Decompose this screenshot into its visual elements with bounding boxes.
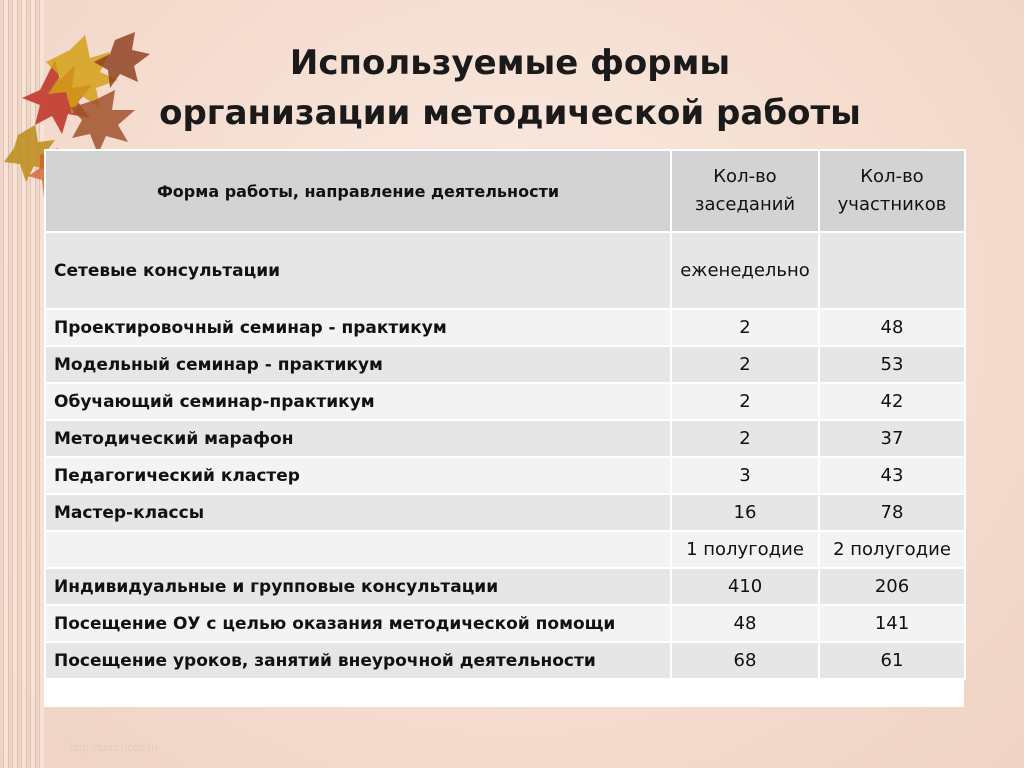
cell-meetings: 2 [671, 383, 819, 420]
cell-participants: 53 [819, 346, 965, 383]
methodical-work-table-container [44, 149, 964, 707]
table-row [45, 309, 965, 346]
header-meetings-line-2: заседаний [694, 194, 796, 215]
cell-participants: 43 [819, 457, 965, 494]
table-row [45, 531, 965, 568]
cell-form: Проектировочный семинар - практикум [45, 309, 671, 346]
title-line-1: Используемые формы [289, 43, 731, 83]
table-row [45, 642, 965, 679]
cell-meetings: 1 полугодие [671, 531, 819, 568]
cell-participants: 48 [819, 309, 965, 346]
cell-meetings: 16 [671, 494, 819, 531]
cell-meetings: еженедельно [671, 232, 819, 309]
cell-meetings: 48 [671, 605, 819, 642]
cell-form: Педагогический кластер [45, 457, 671, 494]
cell-participants: 42 [819, 383, 965, 420]
cell-meetings: 68 [671, 642, 819, 679]
cell-participants: 2 полугодие [819, 531, 965, 568]
cell-meetings: 2 [671, 420, 819, 457]
table-row [45, 232, 965, 309]
table-row [45, 346, 965, 383]
cell-meetings: 2 [671, 309, 819, 346]
cell-form: Посещение уроков, занятий внеурочной деятельности [45, 642, 671, 679]
header-meetings [671, 150, 819, 232]
cell-form: Индивидуальные и групповые консультации [45, 568, 671, 605]
cell-form: Модельный семинар - практикум [45, 346, 671, 383]
cell-meetings: 3 [671, 457, 819, 494]
header-form: Форма работы, направление деятельности [45, 150, 671, 232]
table-row [45, 605, 965, 642]
cell-participants: 141 [819, 605, 965, 642]
cell-participants: 37 [819, 420, 965, 457]
cell-form: Обучающий семинар-практикум [45, 383, 671, 420]
title-line-2: организации методической работы [159, 93, 861, 133]
page-title [100, 38, 920, 138]
table-row [45, 383, 965, 420]
cell-participants: 78 [819, 494, 965, 531]
header-participants-line-1: Кол-во [860, 166, 924, 187]
cell-participants: 61 [819, 642, 965, 679]
table-row [45, 494, 965, 531]
cell-form: Сетевые консультации [45, 232, 671, 309]
cell-participants: 206 [819, 568, 965, 605]
cell-meetings: 410 [671, 568, 819, 605]
table-row [45, 420, 965, 457]
header-meetings-line-1: Кол-во [713, 166, 777, 187]
cell-meetings: 2 [671, 346, 819, 383]
watermark-url: http://aida.ucoz.ru [70, 742, 158, 754]
header-participants-line-2: участников [837, 194, 947, 215]
cell-form: Методический марафон [45, 420, 671, 457]
table-row [45, 568, 965, 605]
table-row [45, 457, 965, 494]
cell-form: Мастер-классы [45, 494, 671, 531]
header-participants [819, 150, 965, 232]
cell-form: Посещение ОУ с целью оказания методической помощи [45, 605, 671, 642]
cell-form [45, 531, 671, 568]
table-header-row [45, 150, 965, 232]
methodical-work-table [44, 149, 966, 680]
cell-participants [819, 232, 965, 309]
